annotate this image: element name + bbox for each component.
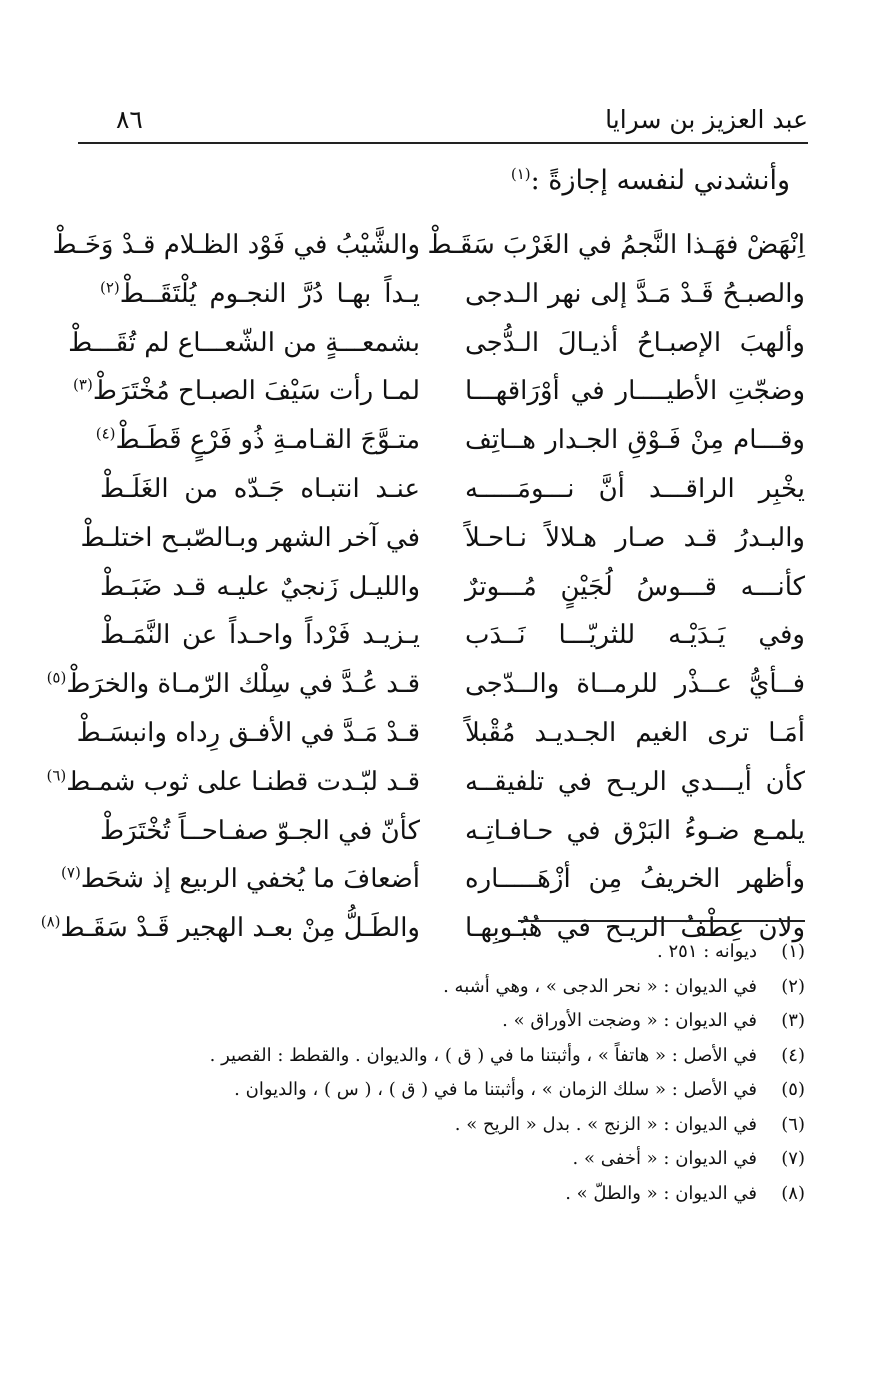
first-hemistich: وفي يَـدَيْـه للثريّـــا نَــدَب xyxy=(465,620,805,651)
second-hemistich-text: كأنّ في الجـوّ صفـاحــاً تُخْتَرَطْ xyxy=(100,815,420,846)
footnote-number: (٧) xyxy=(781,1148,805,1169)
footnote-text: في الديوان : « نحر الدجى » ، وهي أشبه . xyxy=(443,975,757,997)
verse-row xyxy=(76,713,805,762)
second-hemistich xyxy=(100,811,420,851)
first-hemistich: وضجّتِ الأطيــــار في أوْرَاقهـــا xyxy=(465,376,805,407)
first-hemistich: والصبـحُ قَـدْ مَـدَّ إلى نهر الـدجى xyxy=(465,278,805,309)
first-hemistich: وأظهر الخريفُ مِن أزْهَـــــاره xyxy=(465,864,805,895)
first-hemistich: يلمـع ضـوءُ البَرْق في حـافـاتِـه xyxy=(465,815,805,846)
second-hemistich-text: أضعافَ ما يُخفي الربيع إذ شحَط xyxy=(80,864,420,895)
footnote-marker: (٨) xyxy=(40,912,61,931)
second-hemistich-text: قـد عُـدَّ في سِلْك الرّمـاة والخرَطْ xyxy=(66,669,420,700)
first-hemistich: يخْبِر الراقـــد أنَّ نـــومَـــــه xyxy=(465,473,805,504)
running-title: عبد العزيز بن سرايا xyxy=(605,105,808,134)
footnote-text: في الأصل : « هاتفاً » ، وأثبتنا ما في ( ق ) ، والديوان . والقطط : القصير . xyxy=(209,1044,757,1066)
second-hemistich xyxy=(52,225,420,265)
verse-row xyxy=(46,762,805,811)
footnote-text: في الأصل : « سلك الزمان » ، وأثبتنا ما في ( ق ) ، ( س ) ، والديوان . xyxy=(234,1079,757,1100)
footnote xyxy=(185,1177,805,1212)
footnote-separator xyxy=(518,920,805,922)
second-hemistich-text: عنـد انتبـاه جَـدّه من الغَلَـطْ xyxy=(100,473,420,504)
footnote-text: ديوانه : ٢٥١ . xyxy=(657,941,757,962)
second-hemistich xyxy=(76,713,420,753)
verse-row xyxy=(80,811,805,860)
verse-row xyxy=(52,225,805,274)
first-hemistich: وقـــام مِنْ فَـوْقِ الجـدار هــاتِف xyxy=(465,425,805,456)
intro-text: وأنشدني لنفسه إجازةً : xyxy=(530,165,790,196)
footnote-text: في الديوان : « الزنج » . بدل « الريح » . xyxy=(454,1113,757,1135)
footnote-marker: (٤) xyxy=(95,424,116,443)
footnote-number: (٦) xyxy=(781,1113,805,1135)
second-hemistich xyxy=(95,420,420,460)
footnote xyxy=(185,1039,805,1074)
verse-row xyxy=(80,420,805,469)
page-header xyxy=(78,100,808,144)
intro-footnote-marker: (١) xyxy=(510,165,531,183)
second-hemistich xyxy=(46,762,420,802)
second-hemistich xyxy=(100,567,420,607)
footnote-number: (٤) xyxy=(781,1044,805,1066)
second-hemistich-text: والطَـلُّ مِنْ بعـد الهجير قَـدْ سَقَـط xyxy=(60,913,420,944)
second-hemistich xyxy=(100,274,420,314)
second-hemistich-text: متـوَّجَ القـامـةِ ذُو فَرْعٍ قَطَـطْ xyxy=(115,425,420,456)
footnote-marker: (٢) xyxy=(100,278,120,297)
verse-row xyxy=(80,615,805,664)
first-hemistich: كأنـــه قـــوسُ لُجَيْنٍ مُـــوترٌ xyxy=(465,571,805,602)
verse-row xyxy=(68,323,805,372)
footnote-number: (٢) xyxy=(781,975,805,997)
second-hemistich xyxy=(73,371,420,411)
verse-row xyxy=(80,469,805,518)
poem xyxy=(40,225,805,957)
verse-row xyxy=(80,567,805,616)
second-hemistich-text: بشمعـــةٍ من الشّعـــاع لم تُقَـــطْ xyxy=(68,327,420,358)
footnote xyxy=(185,1108,805,1143)
footnote-marker: (٦) xyxy=(46,766,67,785)
second-hemistich-text: قـدْ مَـدَّ في الأفـق رِداه وانبسَـطْ xyxy=(76,717,420,748)
second-hemistich-text: والشَّيْبُ في فَوْد الظـلام قـدْ وَخَـطْ xyxy=(52,230,420,260)
footnote xyxy=(185,1142,805,1177)
first-hemistich: اِنْهَضْ فهَـذا النَّجمُ في الغَرْبَ سَقَـطْ xyxy=(427,230,805,260)
footnote-marker: (٧) xyxy=(61,863,81,882)
verse-row xyxy=(73,371,805,420)
verse-row xyxy=(80,518,805,567)
second-hemistich-text: يـداً بهـا دُرَّ النجـوم يُلْتَقَــطْ xyxy=(119,278,420,309)
footnote-text: في الديوان : « وضجت الأوراق » . xyxy=(502,1010,757,1031)
verse-row xyxy=(46,664,805,713)
second-hemistich-text: يـزيـد فَرْداً واحـداً عن النَّمَـطْ xyxy=(100,620,420,651)
second-hemistich xyxy=(100,615,420,655)
second-hemistich xyxy=(68,323,420,363)
footnote-number: (٨) xyxy=(781,1182,805,1204)
footnote xyxy=(185,935,805,970)
first-hemistich: كأن أيـــدي الريـح في تلفيقــه xyxy=(465,766,805,797)
second-hemistich xyxy=(61,859,420,899)
footnote xyxy=(185,1004,805,1039)
second-hemistich-text: لمـا رأت سَيْفَ الصبـاح مُخْتَرَطْ xyxy=(92,376,420,407)
page-number: ٨٦ xyxy=(116,105,143,134)
second-hemistich xyxy=(80,518,420,558)
first-hemistich: والبـدرُ قـد صـار هـلالاً نـاحـلاً xyxy=(465,522,805,553)
verse-row xyxy=(61,859,805,908)
footnote-marker: (٣) xyxy=(73,375,93,394)
footnote xyxy=(185,970,805,1005)
footnote-text: في الديوان : « والطلّ » . xyxy=(565,1182,757,1204)
verse-row xyxy=(80,274,805,323)
footnote xyxy=(185,1073,805,1108)
first-hemistich: أمَـا ترى الغيم الجـديـد مُقْبلاً xyxy=(465,717,805,748)
footnote-text: في الديوان : « أخفى » . xyxy=(572,1148,757,1169)
second-hemistich xyxy=(46,664,420,704)
second-hemistich-text: في آخر الشهر وبـالصّبـح اختلـطْ xyxy=(80,522,420,553)
second-hemistich-text: والليـل زَنجيٌ عليـه قـد ضَبَـطْ xyxy=(100,571,420,602)
second-hemistich xyxy=(100,469,420,509)
footnotes xyxy=(185,935,805,1211)
first-hemistich: فــأيُّ عــذْر للرمــاة والــدّجى xyxy=(465,669,805,700)
second-hemistich-text: قـد لبّـدت قطنـا على ثوب شمـط xyxy=(66,766,420,797)
footnote-number: (٣) xyxy=(781,1010,805,1031)
poem-introduction xyxy=(511,165,790,196)
footnote-number: (٥) xyxy=(781,1079,805,1100)
footnote-marker: (٥) xyxy=(46,668,67,687)
first-hemistich: ولان عِطْفُ الريـح في هُبُـوبِهـا xyxy=(465,913,805,944)
footnote-number: (١) xyxy=(781,941,805,962)
first-hemistich: وألهبَ الإصبـاحُ أذيـالَ الـدُّجى xyxy=(465,327,805,358)
